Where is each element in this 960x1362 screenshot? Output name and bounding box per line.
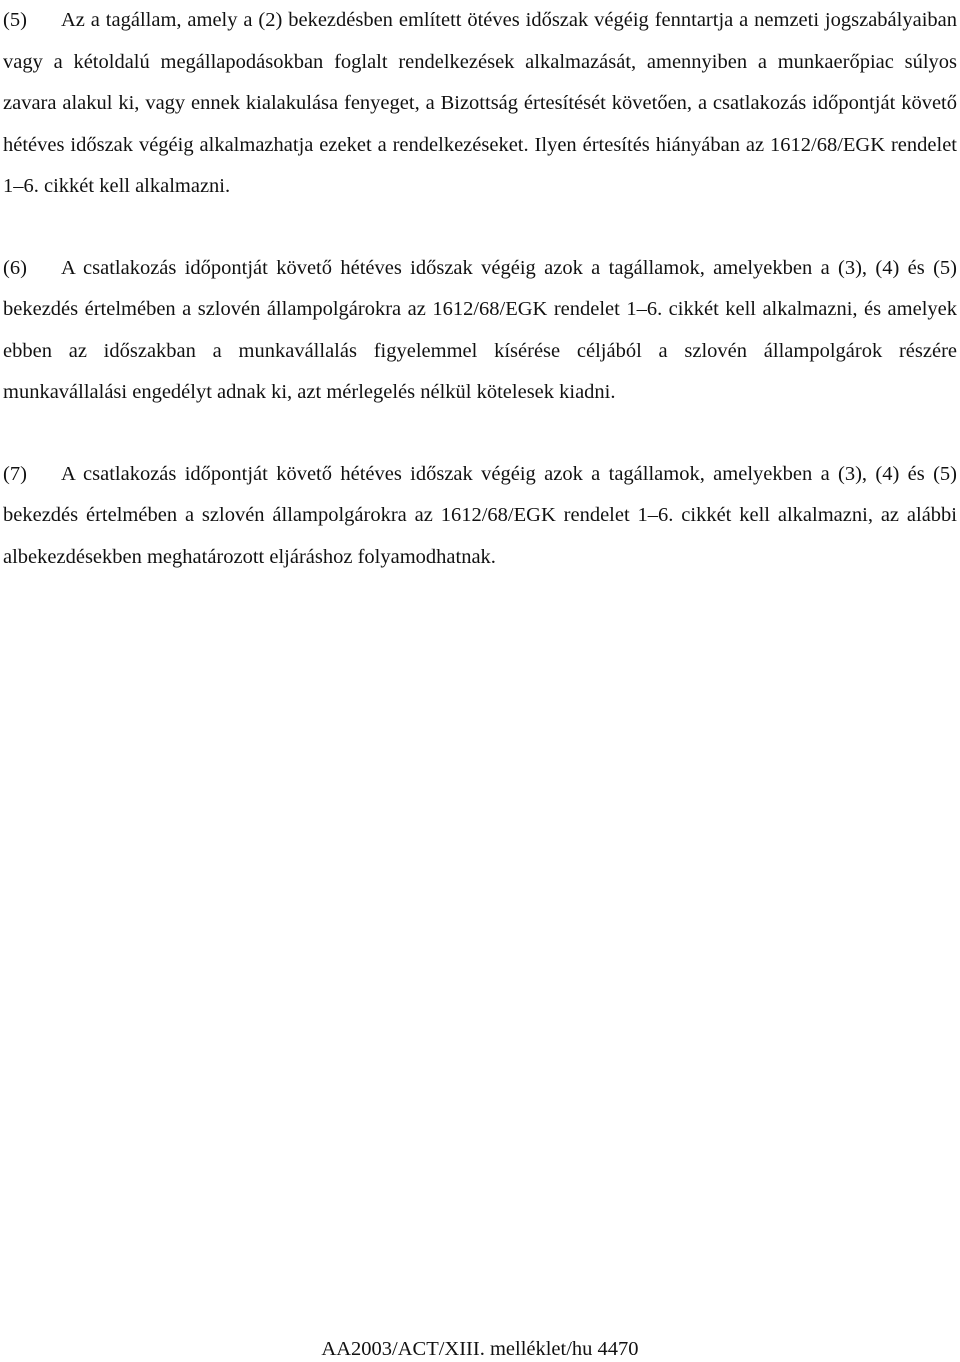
paragraph-6 [3, 248, 957, 414]
paragraph-5 [3, 0, 957, 208]
paragraph-text: A csatlakozás időpontját követő hétéves időszak végéig azok a tagállamok, amelyekben a (3), (4) és (5) bekezdés értelmében a szlovén állampolgárokra az 1612/68/EGK rendelet 1–6. cikkét kell alkalmazni, és amelyek ebben az időszakban a munkavállalás figyelemmel kísérése céljából a szlovén állampolgárok részére munkavállalási engedélyt adnak ki, azt mérlegelés nélkül kötelesek kiadni. [3, 256, 957, 403]
paragraph-number: (5) [3, 9, 27, 31]
paragraph-number: (7) [3, 462, 27, 485]
paragraph-text: A csatlakozás időpontját követő hétéves időszak végéig azok a tagállamok, amelyekben a (3), (4) és (5) bekezdés értelmében a szlovén állampolgárokra az 1612/68/EGK rendelet 1–6. cikkét kell alkalmazni, az alábbi albekezdésekben meghatározott eljáráshoz folyamodhatnak. [3, 462, 957, 568]
paragraph-number: (6) [3, 256, 27, 279]
document-body [3, 0, 957, 578]
paragraph-text: Az a tagállam, amely a (2) bekezdésben említett ötéves időszak végéig fenntartja a nemzeti jogszabályaiban vagy a kétoldalú megállapodásokban foglalt rendelkezések alkalmazását, amennyiben a munkaerőpiac súlyos zavara alakul ki, vagy ennek kialakulása fenyeget, a Bizottság értesítését követően, a csatlakozás időpontját követő hétéves időszak végéig alkalmazhatja ezeket a rendelkezéseket. Ilyen értesítés hiányában az 1612/68/EGK rendelet 1–6. cikkét kell alkalmazni. [3, 9, 957, 197]
page-footer: AA2003/ACT/XIII. melléklet/hu 4470 [321, 1338, 639, 1360]
paragraph-7 [3, 454, 957, 579]
